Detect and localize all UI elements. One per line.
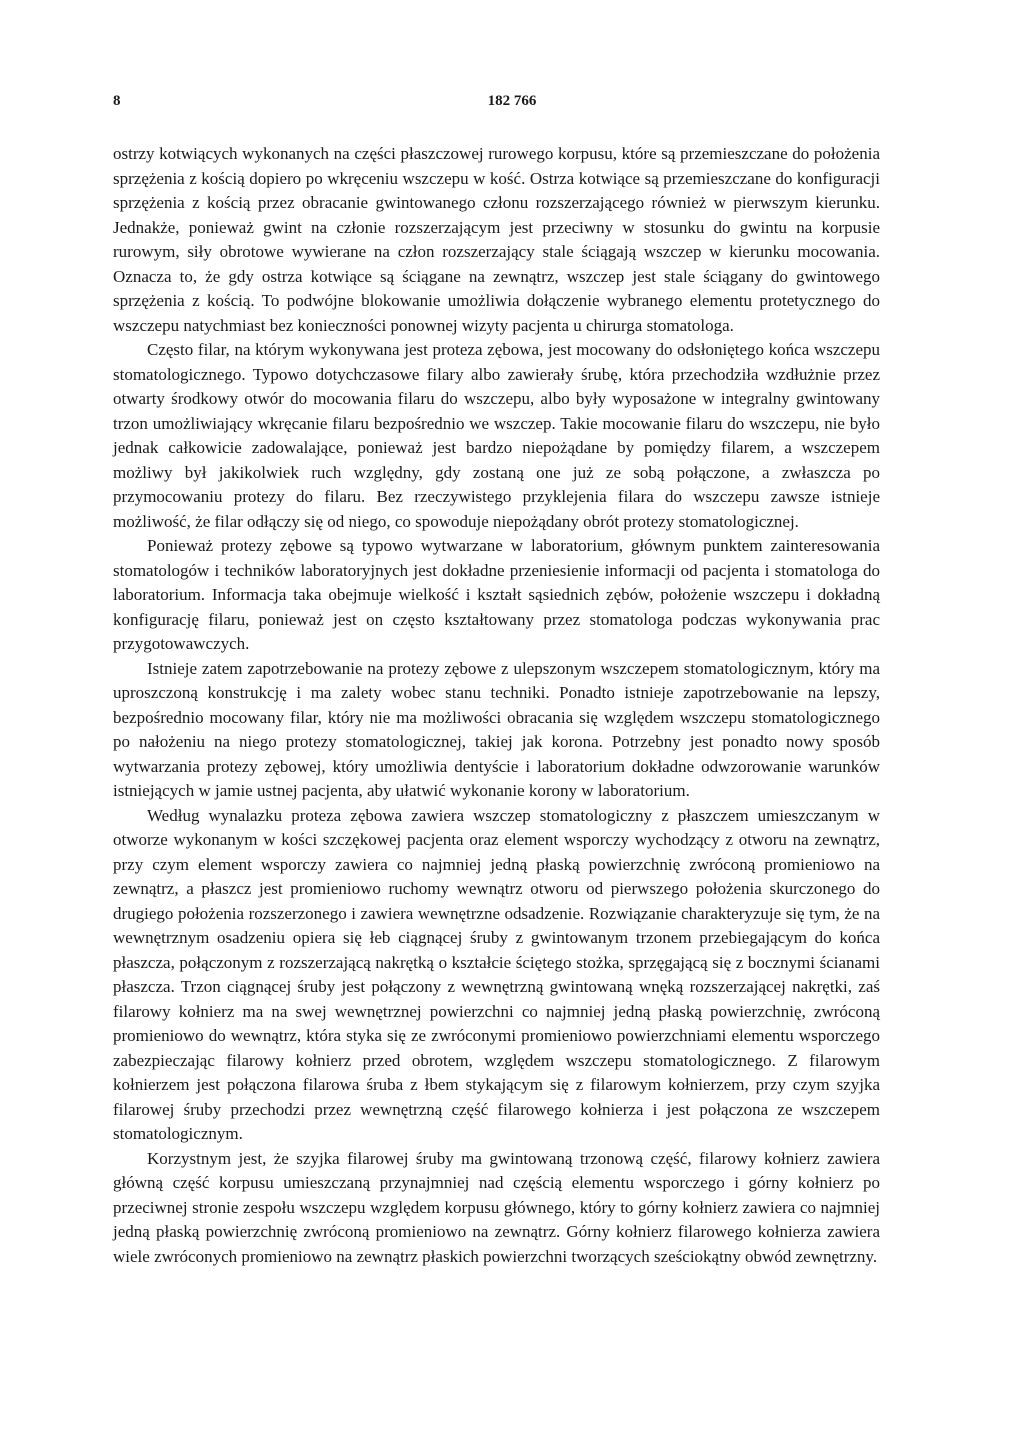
paragraph: Ponieważ protezy zębowe są typowo wytwarzane w laboratorium, głównym punktem zainteresowania stomatologów i techników laboratoryjnych jest dokładne przeniesienie informacji od pacjenta i stomatologa do laboratorium. Informacja taka obejmuje wielkość i kształt sąsiednich zębów, położenie wszczepu i dokładną konfigurację filaru, ponieważ jest on często kształtowany przez stomatologa podczas wykonywania prac przygotowawczych. (113, 536, 880, 653)
paragraph: ostrzy kotwiących wykonanych na części płaszczowej rurowego korpusu, które są przemieszczane do położenia sprzężenia z kością dopiero po wkręceniu wszczepu w kość. Ostrza kotwiące są przemieszczane do konfiguracji sprzężenia z kością przez obracanie gwintowanego członu rozszerzającego również w pierwszym kierunku. Jednakże, ponieważ gwint na członie rozszerzającym jest przeciwny w stosunku do gwintu na korpusie rurowym, siły obrotowe wywierane na człon rozszerzający stale ściągają wszczep w kierunku mocowania. Oznacza to, że gdy ostrza kotwiące są ściągane na zewnątrz, wszczep jest stale ściągany do gwintowego sprzężenia z kością. To podwójne blokowanie umożliwia dołączenie wybranego elementu protetycznego do wszczepu natychmiast bez konieczności ponownej wizyty pacjenta u chirurga stomatologa. (113, 144, 880, 335)
paragraph: Istnieje zatem zapotrzebowanie na protezy zębowe z ulepszonym wszczepem stomatologicznym, który ma uproszczoną konstrukcję i ma zalety wobec stanu techniki. Ponadto istnieje zapotrzebowanie na lepszy, bezpośrednio mocowany filar, który nie ma możliwości obracania się względem wszczepu stomatologicznego po nałożeniu na niego protezy stomatologicznej, takiej jak korona. Potrzebny jest ponadto nowy sposób wytwarzania protezy zębowej, który umożliwia dentyście i laboratorium dokładne odwzorowanie warunków istniejących w jamie ustnej pacjenta, aby ułatwić wykonanie korony w laboratorium. (113, 658, 880, 800)
paragraph: Często filar, na którym wykonywana jest proteza zębowa, jest mocowany do odsłoniętego końca wszczepu stomatologicznego. Typowo dotychczasowe filary albo zawierały śrubę, która przechodziła wzdłużnie przez otwarty środkowy otwór do mocowania filaru do wszczepu, albo były wyposażone w integralny gwintowany trzon umożliwiający wkręcanie filaru bezpośrednio we wszczep. Takie mocowanie filaru do wszczepu, nie było jednak całkowicie zadowalające, ponieważ jest bardzo niepożądane by pomiędzy filarem, a wszczepem możliwy był jakikolwiek ruch względny, gdy zostaną one już ze sobą połączone, a zwłaszcza po przymocowaniu protezy do filaru. Bez rzeczywistego przyklejenia filara do wszczepu zawsze istnieje możliwość, że filar odłączy się od niego, co spowoduje niepożądany obrót protezy stomatologicznej. (113, 340, 880, 531)
body-text (113, 142, 880, 1269)
paragraph: Korzystnym jest, że szyjka filarowej śruby ma gwintowaną trzonową część, filarowy kołnierz zawiera główną część korpusu umieszczaną przynajmniej nad częścią elementu wsporczego i górny kołnierz po przeciwnej stronie zespołu wszczepu względem korpusu głównego, który to górny kołnierz zawiera co najmniej jedną płaską powierzchnię zwróconą promieniowo na zewnątrz. Górny kołnierz filarowego kołnierza zawiera wiele zwróconych promieniowo na zewnątrz płaskich powierzchni tworzących sześciokątny obwód zewnętrzny. (113, 1148, 880, 1266)
paragraph: Według wynalazku proteza zębowa zawiera wszczep stomatologiczny z płaszczem umieszczanym w otworze wykonanym w kości szczękowej pacjenta oraz element wsporczy wychodzący z otworu na zewnątrz, przy czym element wsporczy zawiera co najmniej jedną płaską powierzchnię zwróconą promieniowo na zewnątrz, a płaszcz jest promieniowo ruchomy wewnątrz otworu od pierwszego położenia skurczonego do drugiego położenia rozszerzonego i zawiera wewnętrzne odsadzenie. Rozwiązanie charakteryzuje się tym, że na wewnętrznym osadzeniu opiera się łeb ciągnącej śruby z gwintowanym trzonem przebiegającym do końca płaszcza, połączonym z rozszerzającą nakrętką o kształcie ściętego stożka, sprzęgającą się z bocznymi ścianami płaszcza. Trzon ciągnącej śruby jest połączony z wewnętrzną gwintowaną wnęką rozszerzającej nakrętki, zaś filarowy kołnierz ma na swej wewnętrznej powierzchni co najmniej jedną płaską powierzchnię, zwróconą promieniowo do wewnątrz, która styka się ze zwróconymi promieniowo powierzchniami elementu wsporczego zabezpieczając filarowy kołnierz przed obrotem, względem wszczepu stomatologicznego. Z filarowym kołnierzem jest połączona filarowa śruba z łbem stykającym się z filarowym kołnierzem, przy czym szyjka filarowej śruby przechodzi przez wewnętrzną część filarowego kołnierza i jest połączona ze wszczepem stomatologicznym. (113, 805, 880, 1143)
page-number: 8 (113, 93, 121, 109)
document-number: 182 766 (487, 93, 537, 109)
